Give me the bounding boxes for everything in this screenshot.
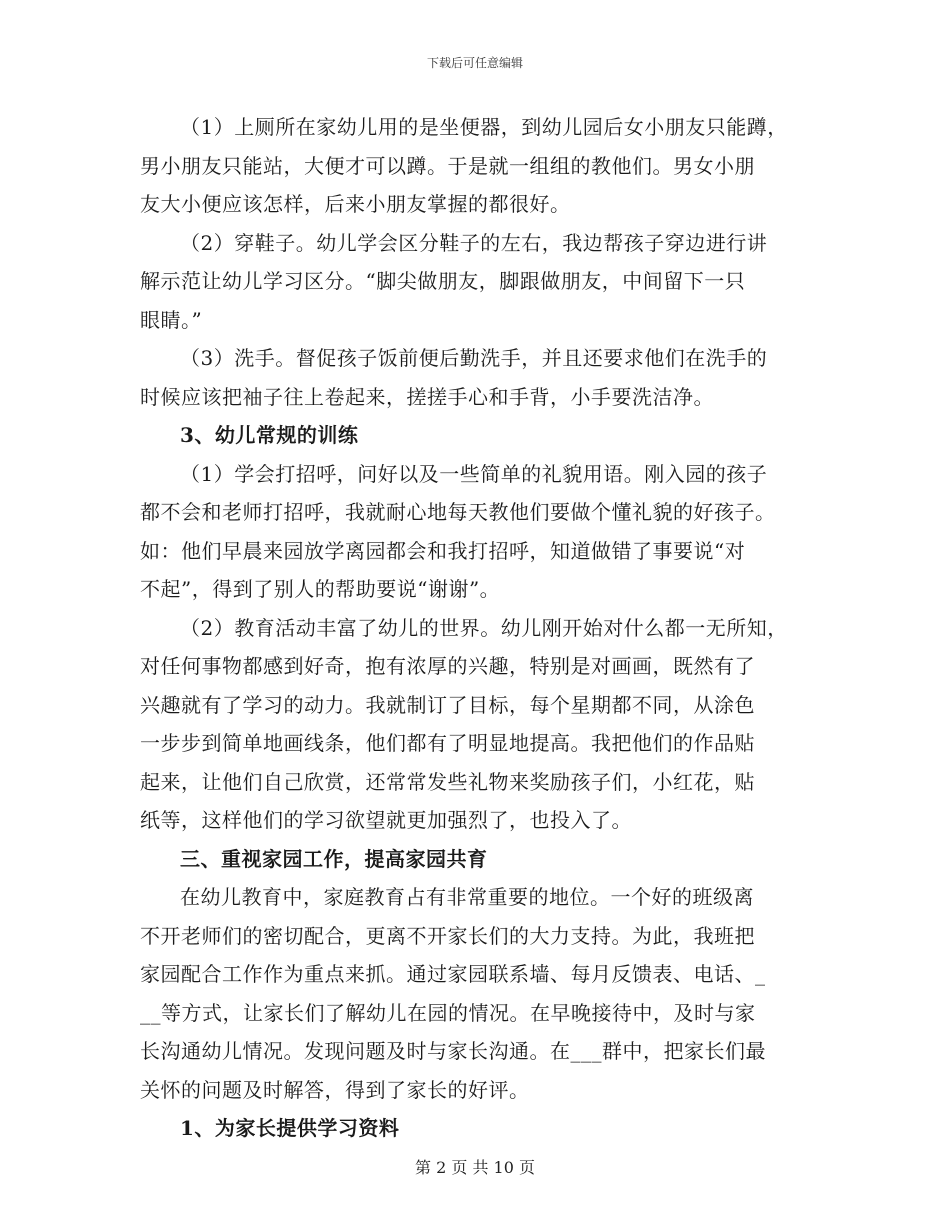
text-line: 解示范让幼儿学习区分。“脚尖做朋友，脚跟做朋友，中间留下一只 (140, 269, 746, 293)
text-line: 不开老师们的密切配合，更离不开家长们的大力支持。为此，我班把 (140, 923, 755, 948)
section-heading: 3、幼儿常规的训练 (180, 423, 359, 447)
text-line: 不起”，得到了别人的帮助要说“谢谢”。 (140, 577, 501, 601)
text-line: （1）上厕所在家幼儿用的是坐便器，到幼儿园后女小朋友只能蹲， (180, 115, 788, 139)
page-header: 下载后可任意编辑 (426, 56, 523, 70)
text-line: 男小朋友只能站，大便才可以蹲。于是就一组组的教他们。男女小朋 (140, 153, 755, 178)
page-footer: 第 2 页 共 10 页 (415, 1158, 535, 1177)
text-line: 如：他们早晨来园放学离园都会和我打招呼，知道做错了事要说“对 (140, 538, 746, 563)
text-line: 都不会和老师打招呼，我就耐心地每天教他们要做个懂礼貌的好孩子。 (140, 500, 776, 524)
text-line: 眼睛。” (140, 307, 203, 332)
document-body (140, 108, 820, 1148)
text-line: __等方式，让家长们了解幼儿在园的情况。在早晚接待中，及时与家 (140, 1000, 756, 1025)
text-line: （3）洗手。督促孩子饭前便后勤洗手，并且还要求他们在洗手的 (180, 346, 768, 370)
text-line: 长沟通幼儿情况。发现问题及时与家长沟通。在___群中，把家长们最 (140, 1039, 766, 1063)
section-heading: 1、为家长提供学习资料 (180, 1116, 400, 1140)
text-line: 关怀的问题及时解答，得到了家长的好评。 (140, 1077, 530, 1102)
text-line: 时候应该把袖子往上卷起来，搓搓手心和手背，小手要洗洁净。 (140, 384, 714, 409)
text-line: 对任何事物都感到好奇，抱有浓厚的兴趣，特别是对画画，既然有了 (140, 654, 755, 678)
section-heading: 三、重视家园工作，提高家园共育 (180, 846, 488, 871)
text-line: （2）穿鞋子。幼儿学会区分鞋子的左右，我边帮孩子穿边进行讲 (180, 230, 768, 255)
text-line: 纸等，这样他们的学习欲望就更加强烈了，也投入了。 (140, 808, 632, 832)
text-line: （1）学会打招呼，问好以及一些简单的礼貌用语。刚入园的孩子 (180, 461, 768, 486)
text-line: （2）教育活动丰富了幼儿的世界。幼儿刚开始对什么都一无所知， (180, 615, 788, 640)
text-line: 友大小便应该怎样，后来小朋友掌握的都很好。 (140, 192, 571, 216)
text-line: 起来，让他们自己欣赏，还常常发些礼物来奖励孩子们，小红花，贴 (140, 769, 755, 794)
text-line: 兴趣就有了学习的动力。我就制订了目标，每个星期都不同，从涂色 (140, 692, 755, 717)
text-line: 在幼儿教育中，家庭教育占有非常重要的地位。一个好的班级离 (180, 885, 754, 909)
text-line: 家园配合工作作为重点来抓。通过家园联系墙、每月反馈表、电话、_ (140, 962, 766, 986)
text-line: 一步步到简单地画线条，他们都有了明显地提高。我把他们的作品贴 (140, 731, 755, 755)
